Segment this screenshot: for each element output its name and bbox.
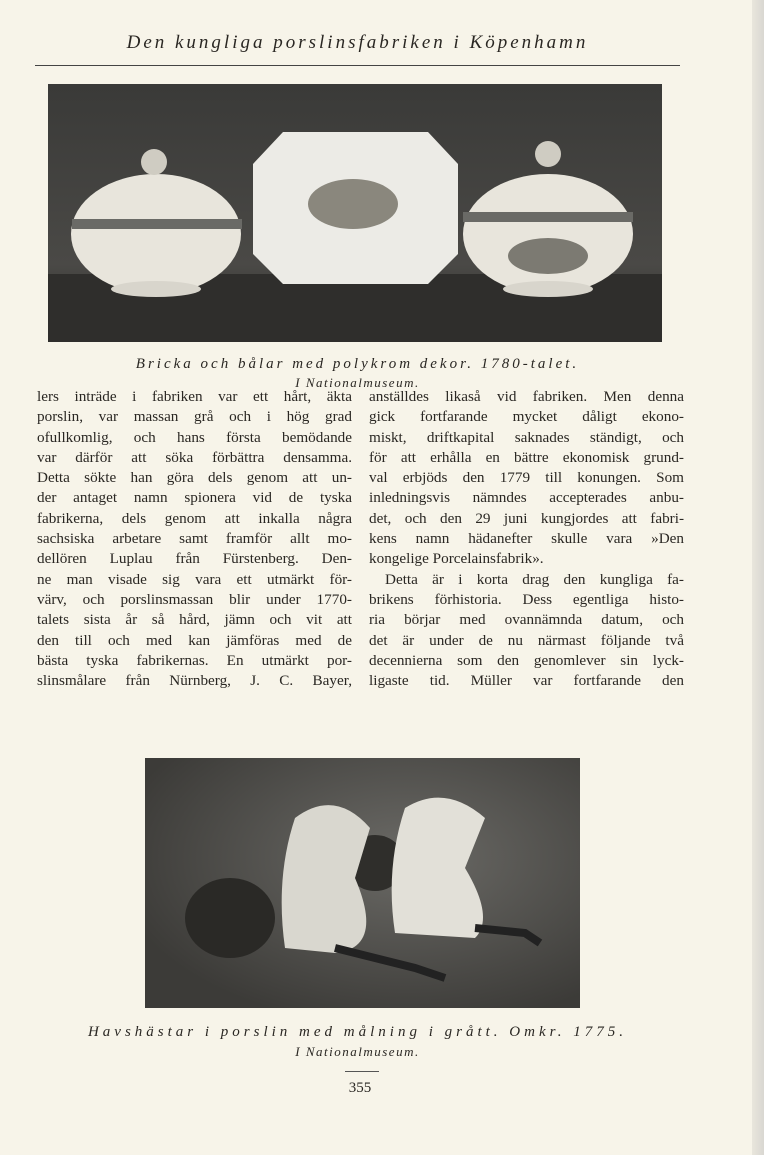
- text-line: brikens förhistoria. Dess egentliga histo-: [369, 590, 684, 608]
- page-edge: [752, 0, 764, 1155]
- sea-horse-illustration: [145, 758, 580, 1008]
- figure1-caption: Bricka och bålar med polykrom dekor. 1780-talet.: [135, 356, 580, 372]
- figure1-credit: I Nationalmuseum.: [295, 375, 420, 390]
- text-line: det, och den 29 juni kungjordes att fabri-: [369, 509, 684, 527]
- text-line: anställdes likaså vid fabriken. Men denna: [369, 388, 684, 405]
- photo-sea-horses: [145, 758, 580, 1008]
- text-line: bästa tyska fabrikernas. En utmärkt por-: [37, 651, 352, 669]
- text-line: värv, och porslinsmassan blir under 1770-: [37, 590, 352, 608]
- text-line: Detta är i korta drag den kungliga fa-: [385, 570, 684, 588]
- porcelain-illustration: [48, 84, 662, 342]
- text-line: der antaget namn spionera vid de tyska: [37, 489, 352, 507]
- text-line: decennierna som den genomlever sin lyck-: [369, 651, 684, 669]
- text-line: Detta sökte han göra dels genom att un-: [37, 469, 352, 487]
- text-line: kens namn hädanefter skulle vara »Den: [369, 530, 684, 548]
- figure2-caption: Havshästar i porslin med målning i grått. Omkr. 1775.: [87, 1024, 628, 1040]
- page-number-rule: [345, 1071, 379, 1072]
- page-number: 355: [348, 1080, 372, 1096]
- text-line: dellören Luplau från Fürstenberg. Den-: [37, 550, 352, 568]
- figure2-credit: I Nationalmuseum.: [295, 1044, 420, 1059]
- text-line: miskt, driftkapital saknades ständigt, och: [369, 428, 684, 446]
- text-line: sachsiska arbetare samt framför allt mo-: [37, 530, 352, 548]
- photo-tray-and-tureens: [48, 84, 662, 342]
- text-line: ne man visade sig vara ett utmärkt för-: [37, 570, 352, 588]
- text-line: ria börjar med ovannämnda datum, och: [369, 611, 684, 629]
- text-line: det är under de nu närmast följande två: [369, 631, 684, 649]
- text-line: slinsmålare från Nürnberg, J. C. Bayer,: [37, 672, 352, 690]
- running-header: Den kungliga porslinsfabriken i Köpenhamn: [126, 32, 589, 53]
- text-line: gick fortfarande mycket dåligt ekono-: [369, 408, 684, 426]
- text-line: den till och med kan jämföras med de: [37, 631, 352, 649]
- text-line: fabrikerna, dels genom att inkalla några: [37, 509, 352, 527]
- text-line: val erbjöds den 1779 till konungen. Som: [369, 469, 684, 487]
- text-line: talets sista år så hård, jämn och vit att: [37, 611, 352, 629]
- text-line: porslin, var massan grå och i hög grad: [37, 408, 352, 426]
- text-column-right: [369, 387, 684, 691]
- text-line: var därför att söka förbättra densamma.: [37, 448, 352, 466]
- text-column-left: [37, 387, 352, 691]
- text-line: ofullkomlig, och hans första bemödande: [37, 428, 352, 446]
- text-line: ligaste tid. Müller var fortfarande den: [369, 672, 684, 690]
- text-line: kongelige Porcelainsfabrik».: [369, 550, 544, 568]
- text-line: lers inträde i fabriken var ett hårt, äkta: [37, 388, 352, 405]
- header-rule: [35, 65, 680, 66]
- text-line: för att erhålla en bättre ekonomisk grund-: [369, 448, 684, 466]
- text-line: inledningsvis nämndes accepterades anbu-: [369, 489, 684, 507]
